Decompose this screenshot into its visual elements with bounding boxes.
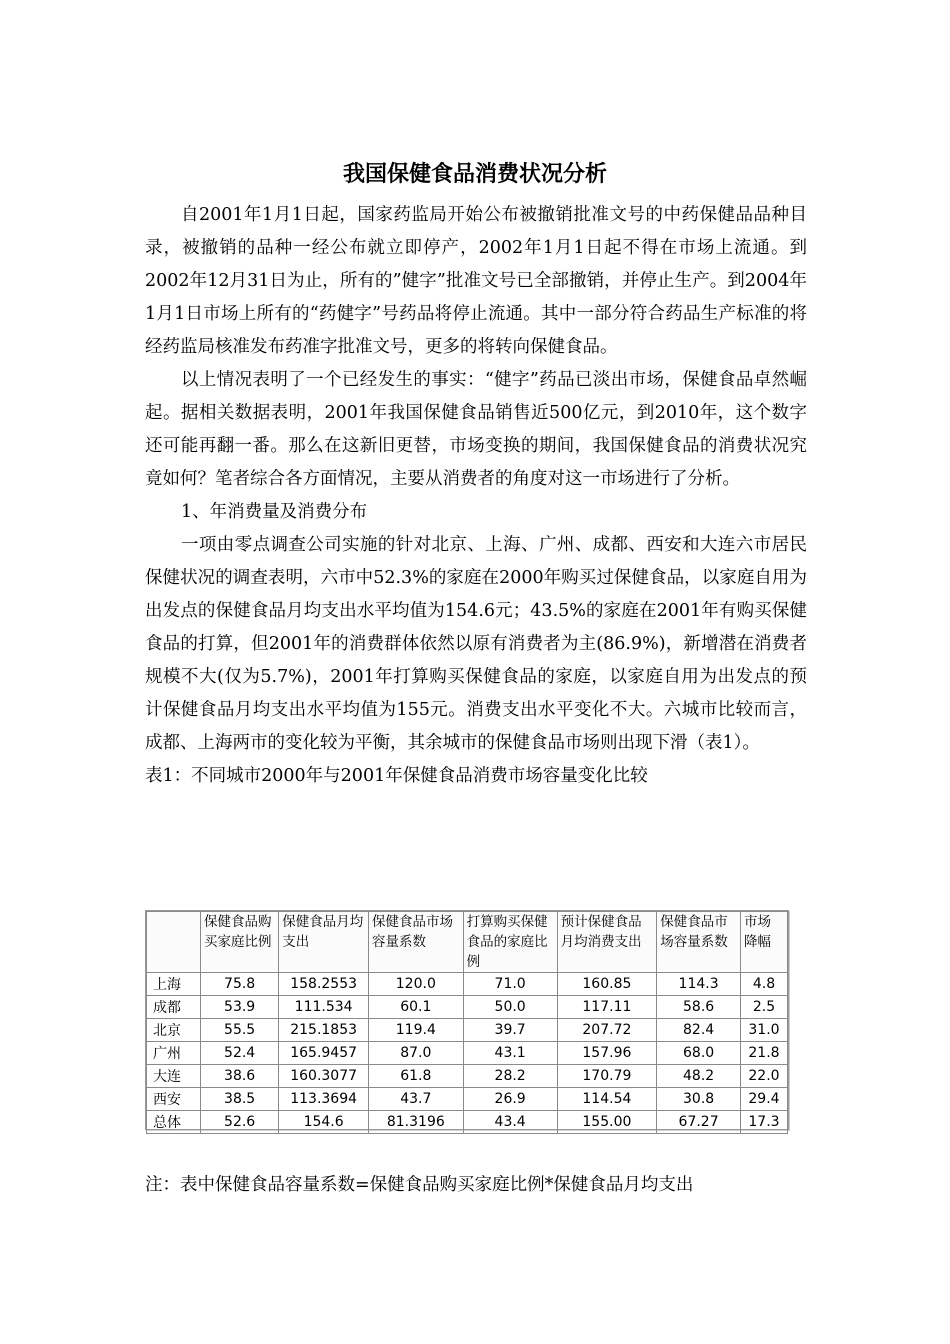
table-body (147, 973, 788, 1134)
table-header-cell: 市场降幅 (740, 912, 787, 973)
table-row-label: 大连 (147, 1065, 201, 1088)
table-cell: 29.4 (740, 1088, 787, 1111)
table-note: 注：表中保健食品容量系数=保健食品购买家庭比例*保健食品月均支出 (145, 1175, 694, 1195)
table-cell: 43.1 (463, 1042, 557, 1065)
table-cell: 170.79 (557, 1065, 657, 1088)
table-header-cell: 保健食品购买家庭比例 (201, 912, 279, 973)
table-cell: 17.3 (740, 1111, 787, 1134)
table-cell: 165.9457 (279, 1042, 369, 1065)
table-cell: 60.1 (368, 996, 463, 1019)
table-cell: 55.5 (201, 1019, 279, 1042)
table-cell: 113.3694 (279, 1088, 369, 1111)
table-row (147, 973, 788, 996)
table-header-cell: 打算购买保健食品的家庭比例 (463, 912, 557, 973)
data-table (146, 911, 788, 1134)
table-cell: 157.96 (557, 1042, 657, 1065)
table-cell: 2.5 (740, 996, 787, 1019)
table-header-cell: 保健食品市场容量系数 (368, 912, 463, 973)
table-row (147, 996, 788, 1019)
table-cell: 154.6 (279, 1111, 369, 1134)
table-cell: 43.7 (368, 1088, 463, 1111)
table-cell: 82.4 (657, 1019, 741, 1042)
table-cell: 71.0 (463, 973, 557, 996)
table-cell: 120.0 (368, 973, 463, 996)
table-cell: 160.3077 (279, 1065, 369, 1088)
table-cell: 158.2553 (279, 973, 369, 996)
table-cell: 117.11 (557, 996, 657, 1019)
table-cell: 53.9 (201, 996, 279, 1019)
paragraph-market-overview: 以上情况表明了一个已经发生的事实：“健字”药品已淡出市场，保健食品卓然崛起。据相关数据表明，2001年我国保健食品销售近500亿元，到2010年，这个数字还可能再翻一番。那么在这新旧更替，市场变换的期间，我国保健食品的消费状况究竟如何？笔者综合各方面情况，主要从消费者的角度对这一市场进行了分析。 (145, 370, 807, 489)
table-header-cell (147, 912, 201, 973)
table-cell: 22.0 (740, 1065, 787, 1088)
table-row-label: 上海 (147, 973, 201, 996)
table-row (147, 1019, 788, 1042)
table-cell: 160.85 (557, 973, 657, 996)
table-cell: 68.0 (657, 1042, 741, 1065)
table-cell: 43.4 (463, 1111, 557, 1134)
table-cell: 67.27 (657, 1111, 741, 1134)
table-cell: 52.6 (201, 1111, 279, 1134)
table-row-label: 成都 (147, 996, 201, 1019)
paragraph-intro: 自2001年1月1日起，国家药监局开始公布被撤销批准文号的中药保健品品种目录，被撤销的品种一经公布就立即停产，2002年1月1日起不得在市场上流通。到2002年12月31日为止，所有的”健字”批准文号已全部撤销，并停止生产。到2004年1月1日市场上所有的“药健字”号药品将停止流通。其中一部分符合药品生产标准的将经药监局核准发布药准字批准文号，更多的将转向保健食品。 (145, 205, 807, 357)
document-body (145, 199, 807, 793)
table-cell: 114.54 (557, 1088, 657, 1111)
table-header-cell: 保健食品市场容量系数 (657, 912, 741, 973)
table-cell: 50.0 (463, 996, 557, 1019)
table-header-cell: 预计保健食品月均消费支出 (557, 912, 657, 973)
table-caption: 表1：不同城市2000年与2001年保健食品消费市场容量变化比较 (145, 766, 648, 786)
table-row (147, 1088, 788, 1111)
table-cell: 4.8 (740, 973, 787, 996)
table-row (147, 1065, 788, 1088)
table-row-label: 西安 (147, 1088, 201, 1111)
table-row-label: 广州 (147, 1042, 201, 1065)
table-cell: 31.0 (740, 1019, 787, 1042)
table-cell: 58.6 (657, 996, 741, 1019)
table-cell: 61.8 (368, 1065, 463, 1088)
table-cell: 26.9 (463, 1088, 557, 1111)
document-title: 我国保健食品消费状况分析 (342, 161, 607, 187)
table-row-label: 北京 (147, 1019, 201, 1042)
data-table-image (145, 910, 789, 1130)
table-cell: 30.8 (657, 1088, 741, 1111)
table-cell: 87.0 (368, 1042, 463, 1065)
table-row-label: 总体 (147, 1111, 201, 1134)
paragraph-survey: 一项由零点调查公司实施的针对北京、上海、广州、成都、西安和大连六市居民保健状况的调查表明，六市中52.3%的家庭在2000年购买过保健食品，以家庭自用为出发点的保健食品月均支出水平均值为154.6元；43.5%的家庭在2001年有购买保健食品的打算，但2001年的消费群体依然以原有消费者为主(86.9%)，新增潜在消费者规模不大(仅为5.7%)，2001年打算购买保健食品的家庭，以家庭自用为出发点的预计保健食品月均支出水平均值为155元。消费支出水平变化不大。六城市比较而言，成都、上海两市的变化较为平衡，其余城市的保健食品市场则出现下滑（表1）。 (145, 535, 807, 753)
table-cell: 111.534 (279, 996, 369, 1019)
table-cell: 38.5 (201, 1088, 279, 1111)
section-heading: 1、年消费量及消费分布 (181, 502, 368, 522)
table-cell: 155.00 (557, 1111, 657, 1134)
table-cell: 38.6 (201, 1065, 279, 1088)
table-cell: 48.2 (657, 1065, 741, 1088)
table-row (147, 1111, 788, 1134)
table-cell: 28.2 (463, 1065, 557, 1088)
table-cell: 21.8 (740, 1042, 787, 1065)
table-row (147, 1042, 788, 1065)
table-cell: 215.1853 (279, 1019, 369, 1042)
table-cell: 75.8 (201, 973, 279, 996)
table-header-cell: 保健食品月均支出 (279, 912, 369, 973)
table-cell: 81.3196 (368, 1111, 463, 1134)
table-cell: 39.7 (463, 1019, 557, 1042)
table-cell: 119.4 (368, 1019, 463, 1042)
table-cell: 207.72 (557, 1019, 657, 1042)
table-cell: 114.3 (657, 973, 741, 996)
table-cell: 52.4 (201, 1042, 279, 1065)
table-header-row (147, 912, 788, 973)
